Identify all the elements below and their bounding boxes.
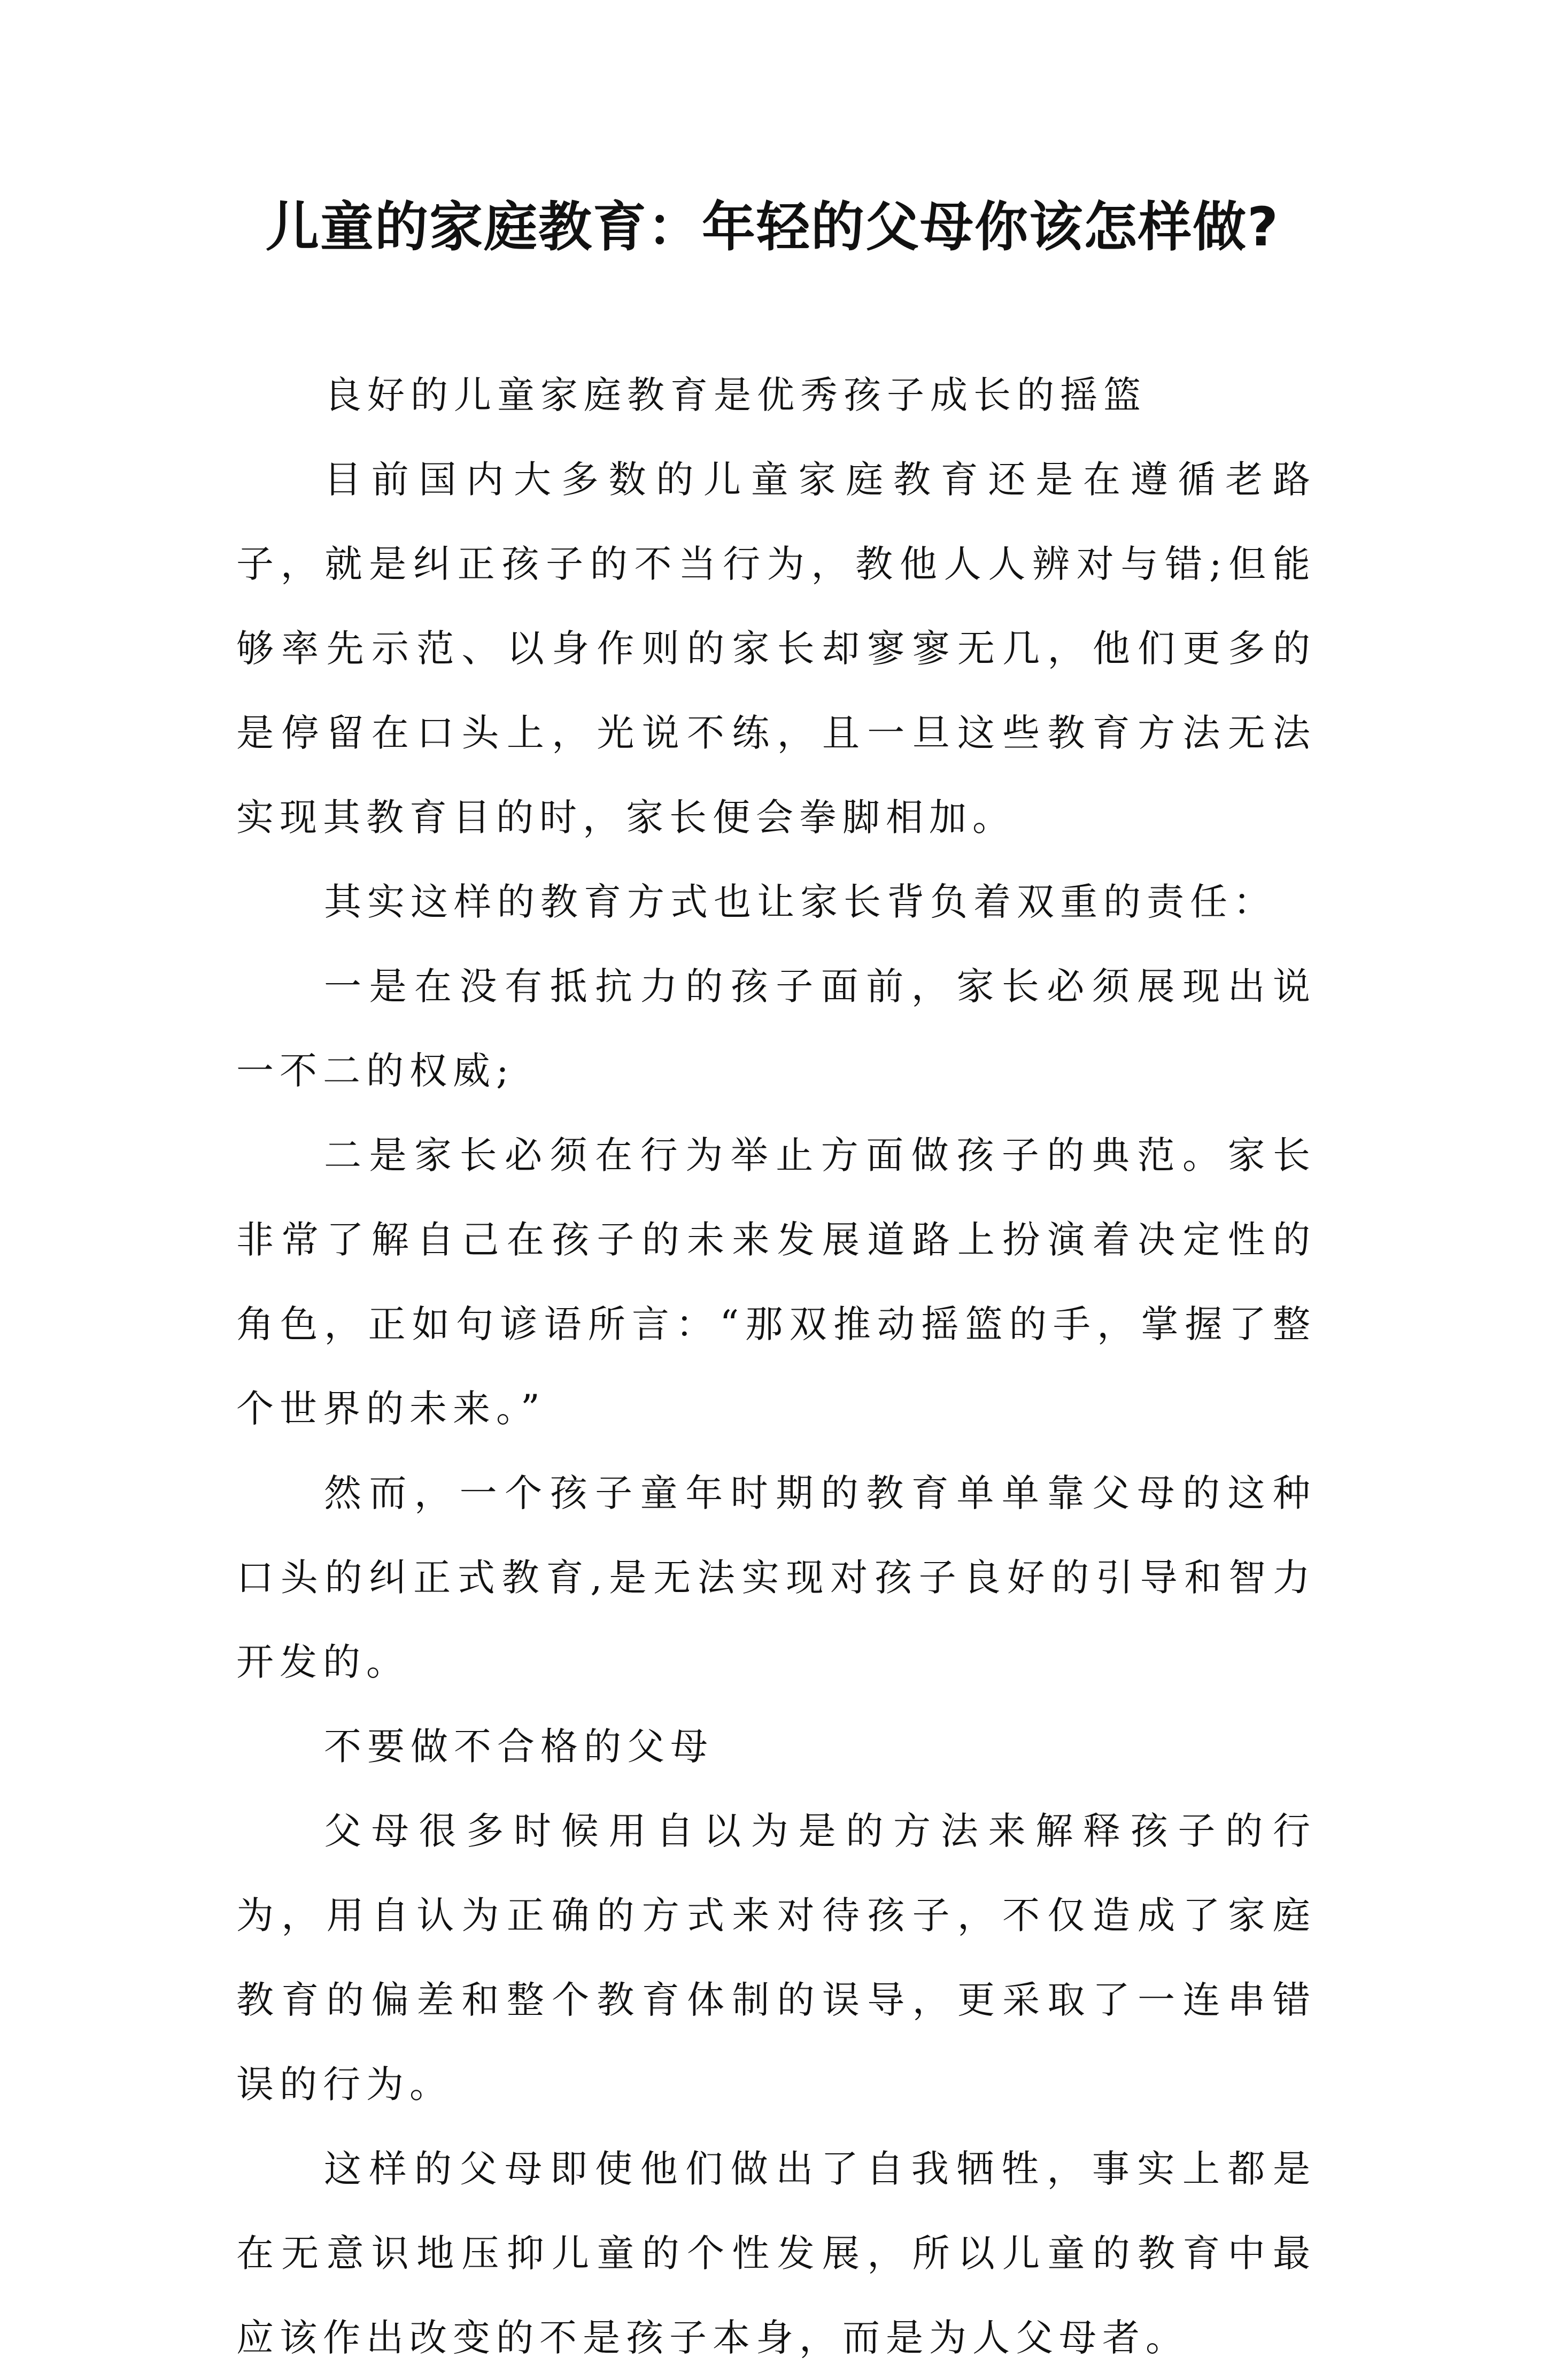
paragraph-however: 然而，一个孩子童年时期的教育单单靠父母的这种口头的纠正式教育,是无法实现对孩子良好的引导和智力开发的。 [236, 1471, 1316, 1684]
document-body [236, 353, 1316, 2380]
document-title: 儿童的家庭教育：年轻的父母你该怎样做? [265, 196, 1279, 258]
paragraph-first-responsibility: 一是在没有抵抗力的孩子面前，家长必须展现出说一不二的权威; [236, 964, 1316, 1093]
paragraph-second-responsibility: 二是家长必须在行为举止方面做孩子的典范。家长非常了解自己在孩子的未来发展道路上扮演着决定性的角色，正如句谚语所言：“那双推动摇篮的手，掌握了整个世界的未来。” [236, 1133, 1316, 1431]
paragraph-conclusion: 这样的父母即使他们做出了自我牺牲，事实上都是在无意识地压抑儿童的个性发展，所以儿童的教育中最应该作出改变的不是孩子本身，而是为人父母者。 [236, 2147, 1316, 2360]
paragraph-dual-responsibility: 其实这样的教育方式也让家长背负着双重的责任： [324, 880, 1277, 924]
paragraph-section-heading: 不要做不合格的父母 [324, 1725, 714, 1768]
paragraph-current-situation: 目前国内大多数的儿童家庭教育还是在遵循老路子，就是纠正孩子的不当行为，教他人人辨对与错;但能够率先示范、以身作则的家长却寥寥无几，他们更多的是停留在口头上，光说不练，且一旦这些教育方法无法实现其教育目的时，家长便会拳脚相加。 [236, 458, 1316, 839]
paragraph-intro-heading: 良好的儿童家庭教育是优秀孩子成长的摇篮 [324, 373, 1147, 417]
paragraph-parents-behavior: 父母很多时候用自以为是的方法来解释孩子的行为，用自认为正确的方式来对待孩子，不仅造成了家庭教育的偏差和整个教育体制的误导，更采取了一连串错误的行为。 [236, 1809, 1316, 2106]
